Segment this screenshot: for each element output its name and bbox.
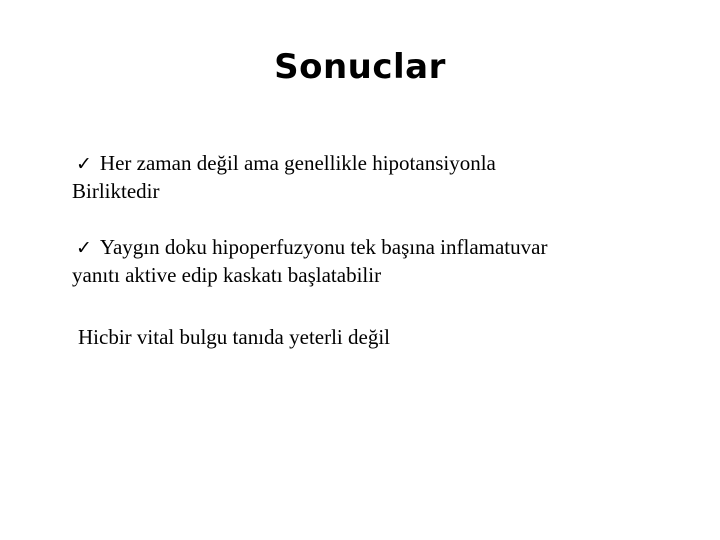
bullet-item-1 xyxy=(72,150,672,205)
bullet-item-2-line-2: yanıtı aktive edip kaskatı başlatabilir xyxy=(72,263,382,287)
bullet-item-1-line-2: Birliktedir xyxy=(72,179,160,203)
bullet-item-1-line-1: Her zaman değil ama genellikle hipotansiyonla xyxy=(99,151,496,175)
check-icon: ✓ xyxy=(76,237,92,259)
bullet-item-3-line-1: Hicbir vital bulgu tanıda yeterli değil xyxy=(78,325,390,349)
bullet-item-2-line-1: Yaygın doku hipoperfuzyonu tek başına inflamatuvar xyxy=(99,235,548,259)
bullet-item-2 xyxy=(72,234,672,289)
check-icon: ✓ xyxy=(76,153,92,175)
bullet-item-3 xyxy=(78,324,678,351)
slide-title: Sonuclar xyxy=(274,47,446,87)
